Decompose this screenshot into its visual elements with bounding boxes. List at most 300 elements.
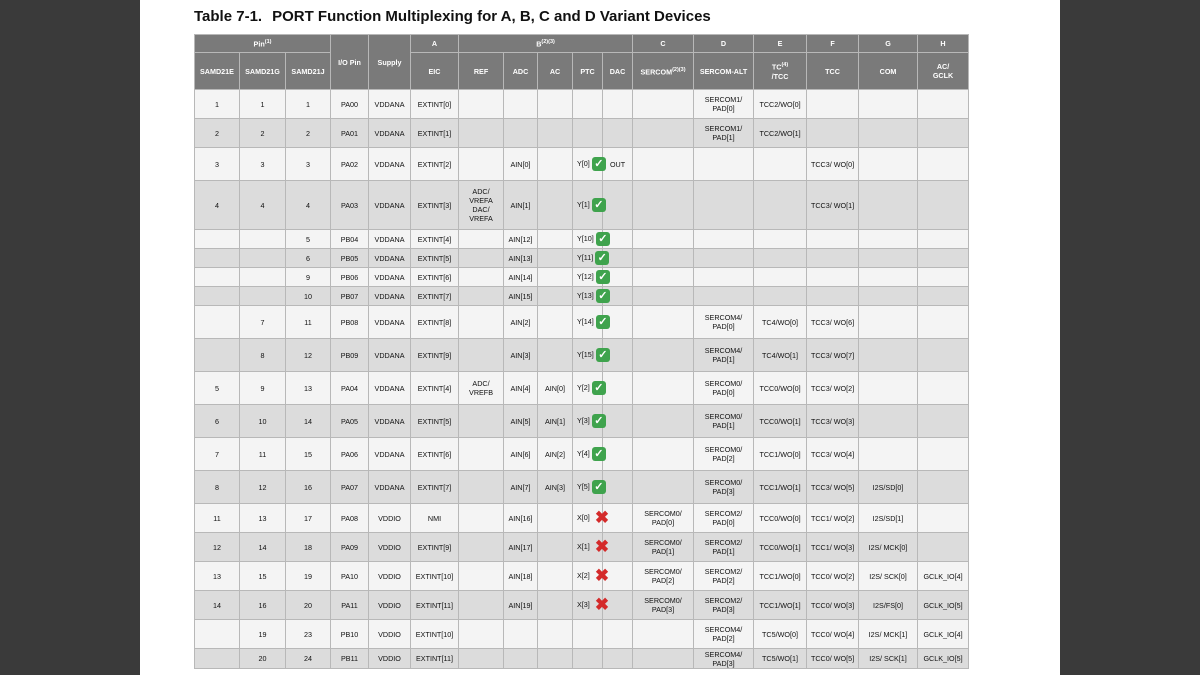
tc-cell — [754, 181, 807, 230]
samd21j-cell: 23 — [286, 620, 331, 649]
samd21j-cell: 14 — [286, 405, 331, 438]
supply-cell: VDDANA — [369, 148, 411, 181]
io-pin-cell: PA05 — [331, 405, 369, 438]
supply-cell: VDDANA — [369, 438, 411, 471]
gclk-cell — [918, 372, 969, 405]
com-cell: I2S/SD[0] — [859, 471, 918, 504]
header-io-pin: I/O Pin — [331, 35, 369, 90]
sercom-cell — [633, 620, 694, 649]
table-row — [195, 230, 969, 249]
header-sercom-alt: SERCOM-ALT — [694, 53, 754, 90]
samd21j-cell: 18 — [286, 533, 331, 562]
check-mark-icon: ✓ — [595, 251, 609, 265]
io-pin-cell: PA10 — [331, 562, 369, 591]
tcc-cell: TCC1/ WO[3] — [807, 533, 859, 562]
samd21e-cell: 4 — [195, 181, 240, 230]
tc-cell: TCC0/WO[0] — [754, 372, 807, 405]
ptc-value: Y[4] — [577, 448, 590, 458]
table-body — [195, 90, 969, 669]
samd21j-cell: 19 — [286, 562, 331, 591]
supply-cell: VDDIO — [369, 649, 411, 669]
samd21j-cell: 6 — [286, 249, 331, 268]
table-header — [195, 35, 969, 90]
io-pin-cell: PB09 — [331, 339, 369, 372]
dac-cell — [603, 620, 633, 649]
supply-cell: VDDANA — [369, 230, 411, 249]
table-row — [195, 181, 969, 230]
samd21g-cell: 20 — [240, 649, 286, 669]
ref-cell — [459, 504, 504, 533]
ptc-cell — [573, 249, 607, 268]
io-pin-cell: PA08 — [331, 504, 369, 533]
samd21g-cell: 15 — [240, 562, 286, 591]
supply-cell: VDDIO — [369, 591, 411, 620]
eic-cell: EXTINT[7] — [411, 287, 459, 306]
samd21g-cell: 1 — [240, 90, 286, 119]
ptc-cell — [573, 649, 603, 669]
ac-cell — [538, 649, 573, 669]
sercom-cell: SERCOM0/ PAD[2] — [633, 562, 694, 591]
gclk-cell: GCLK_IO[4] — [918, 562, 969, 591]
adc-cell: AIN[14] — [504, 268, 538, 287]
sercom-alt-cell: SERCOM0/ PAD[3] — [694, 471, 754, 504]
sercom-cell — [633, 249, 694, 268]
gclk-cell — [918, 339, 969, 372]
gclk-cell — [918, 533, 969, 562]
tc-cell: TC5/WO[0] — [754, 620, 807, 649]
ptc-cell — [573, 339, 608, 372]
gclk-cell — [918, 405, 969, 438]
header-b: $B^{(2)(3)}$ — [459, 35, 633, 53]
samd21e-cell — [195, 249, 240, 268]
table-row — [195, 372, 969, 405]
tc-cell: TCC2/WO[0] — [754, 90, 807, 119]
adc-cell: AIN[0] — [504, 148, 538, 181]
adc-cell: AIN[6] — [504, 438, 538, 471]
ac-cell — [538, 249, 573, 268]
tcc-cell — [807, 90, 859, 119]
ptc-value: X[1] — [577, 541, 590, 551]
ac-cell: AIN[2] — [538, 438, 573, 471]
dac-cell — [603, 649, 633, 669]
ptc-value: X[3] — [577, 599, 590, 609]
table-row — [195, 649, 969, 669]
com-cell — [859, 405, 918, 438]
supply-cell: VDDANA — [369, 90, 411, 119]
tcc-cell: TCC0/ WO[5] — [807, 649, 859, 669]
header-pin: Pin$^{(1)}$ — [195, 35, 331, 53]
sercom-alt-cell: SERCOM4/ PAD[0] — [694, 306, 754, 339]
ac-cell — [538, 90, 573, 119]
tc-cell — [754, 249, 807, 268]
adc-cell: AIN[12] — [504, 230, 538, 249]
ref-cell — [459, 339, 504, 372]
eic-cell: EXTINT[4] — [411, 230, 459, 249]
supply-cell: VDDIO — [369, 504, 411, 533]
check-mark-icon: ✓ — [596, 289, 610, 303]
ref-cell — [459, 90, 504, 119]
adc-cell: AIN[2] — [504, 306, 538, 339]
com-cell — [859, 306, 918, 339]
tc-cell — [754, 268, 807, 287]
adc-cell: AIN[4] — [504, 372, 538, 405]
ptc-cell — [573, 372, 603, 405]
header-a: A — [411, 35, 459, 53]
samd21e-cell: 5 — [195, 372, 240, 405]
adc-cell — [504, 90, 538, 119]
ptc-value: X[0] — [577, 512, 590, 522]
header-com: COM — [859, 53, 918, 90]
samd21e-cell: 7 — [195, 438, 240, 471]
com-cell: I2S/ SCK[1] — [859, 649, 918, 669]
com-cell: I2S/FS[0] — [859, 591, 918, 620]
ptc-value: Y[2] — [577, 382, 590, 392]
dac-cell — [603, 372, 633, 405]
table-row — [195, 471, 969, 504]
sercom-cell: SERCOM0/ PAD[1] — [633, 533, 694, 562]
eic-cell: EXTINT[1] — [411, 119, 459, 148]
com-cell — [859, 268, 918, 287]
io-pin-cell: PB10 — [331, 620, 369, 649]
check-mark-icon: ✓ — [592, 447, 606, 461]
ac-cell — [538, 562, 573, 591]
samd21j-cell: 3 — [286, 148, 331, 181]
ptc-cell — [573, 268, 608, 287]
ptc-value: Y[0] — [577, 158, 590, 168]
com-cell — [859, 90, 918, 119]
ac-cell: AIN[3] — [538, 471, 573, 504]
ptc-cell — [573, 591, 610, 620]
supply-cell: VDDANA — [369, 339, 411, 372]
ptc-value: Y[12] — [577, 271, 594, 281]
io-pin-cell: PB07 — [331, 287, 369, 306]
cross-mark-icon: ✖ — [594, 595, 610, 614]
ptc-cell — [573, 306, 608, 339]
samd21e-cell: 2 — [195, 119, 240, 148]
samd21e-cell — [195, 268, 240, 287]
tcc-cell: TCC3/ WO[6] — [807, 306, 859, 339]
samd21j-cell: 13 — [286, 372, 331, 405]
ptc-value: Y[1] — [577, 199, 590, 209]
sercom-cell — [633, 230, 694, 249]
check-mark-icon: ✓ — [592, 480, 606, 494]
tcc-cell — [807, 119, 859, 148]
samd21j-cell: 9 — [286, 268, 331, 287]
io-pin-cell: PA09 — [331, 533, 369, 562]
tcc-cell: TCC0/ WO[2] — [807, 562, 859, 591]
supply-cell: VDDANA — [369, 249, 411, 268]
eic-cell: NMI — [411, 504, 459, 533]
adc-cell: AIN[19] — [504, 591, 538, 620]
io-pin-cell: PB11 — [331, 649, 369, 669]
ptc-value: Y[14] — [577, 316, 594, 326]
ptc-cell — [573, 562, 610, 591]
table-row — [195, 533, 969, 562]
ptc-value: Y[13] — [577, 290, 594, 300]
ptc-cell — [573, 504, 610, 533]
header-ac: AC — [538, 53, 573, 90]
ac-cell: AIN[0] — [538, 372, 573, 405]
ac-cell — [538, 148, 573, 181]
sercom-alt-cell: SERCOM4/ PAD[1] — [694, 339, 754, 372]
table-row — [195, 287, 969, 306]
com-cell — [859, 287, 918, 306]
header-samd21j: SAMD21J — [286, 53, 331, 90]
samd21j-cell: 1 — [286, 90, 331, 119]
samd21j-cell: 11 — [286, 306, 331, 339]
adc-cell: AIN[13] — [504, 249, 538, 268]
com-cell: I2S/ MCK[0] — [859, 533, 918, 562]
header-samd21e: SAMD21E — [195, 53, 240, 90]
eic-cell: EXTINT[5] — [411, 249, 459, 268]
sercom-cell — [633, 181, 694, 230]
ref-cell — [459, 533, 504, 562]
tcc-cell — [807, 249, 859, 268]
samd21j-cell: 15 — [286, 438, 331, 471]
samd21g-cell — [240, 268, 286, 287]
tcc-cell: TCC3/ WO[4] — [807, 438, 859, 471]
gclk-cell: GCLK_IO[4] — [918, 620, 969, 649]
header-eic: EIC — [411, 53, 459, 90]
ref-cell — [459, 591, 504, 620]
sercom-alt-cell: SERCOM1/ PAD[1] — [694, 119, 754, 148]
ac-cell — [538, 230, 573, 249]
header-e: E — [754, 35, 807, 53]
com-cell: I2S/ SCK[0] — [859, 562, 918, 591]
sercom-cell — [633, 372, 694, 405]
gclk-cell: GCLK_IO[5] — [918, 649, 969, 669]
ptc-value: X[2] — [577, 570, 590, 580]
document-page — [140, 0, 1060, 675]
check-mark-icon: ✓ — [596, 232, 610, 246]
samd21g-cell: 11 — [240, 438, 286, 471]
ac-cell — [538, 504, 573, 533]
eic-cell: EXTINT[8] — [411, 306, 459, 339]
ptc-cell — [573, 90, 603, 119]
gclk-cell: GCLK_IO[5] — [918, 591, 969, 620]
sercom-alt-cell — [694, 249, 754, 268]
samd21e-cell: 1 — [195, 90, 240, 119]
ptc-cell — [573, 148, 603, 181]
samd21g-cell: 3 — [240, 148, 286, 181]
dac-cell: OUT — [603, 148, 633, 181]
samd21e-cell: 12 — [195, 533, 240, 562]
supply-cell: VDDIO — [369, 562, 411, 591]
tcc-cell — [807, 287, 859, 306]
header-sercom: $SERCOM^{(2)(3)}$ — [633, 53, 694, 90]
tc-cell: TCC0/WO[1] — [754, 405, 807, 438]
gclk-cell — [918, 230, 969, 249]
ac-cell — [538, 268, 573, 287]
header-supply: Supply — [369, 35, 411, 90]
sercom-cell — [633, 405, 694, 438]
com-cell — [859, 230, 918, 249]
tcc-cell: TCC0/ WO[3] — [807, 591, 859, 620]
samd21g-cell: 2 — [240, 119, 286, 148]
ptc-cell — [573, 533, 610, 562]
samd21e-cell: 14 — [195, 591, 240, 620]
ac-cell — [538, 306, 573, 339]
ref-cell — [459, 649, 504, 669]
com-cell: I2S/ MCK[1] — [859, 620, 918, 649]
sercom-cell — [633, 471, 694, 504]
gclk-cell — [918, 306, 969, 339]
samd21e-cell — [195, 230, 240, 249]
tc-cell — [754, 287, 807, 306]
adc-cell: AIN[17] — [504, 533, 538, 562]
header-ac-gclk: AC/ GCLK — [918, 53, 969, 90]
supply-cell: VDDIO — [369, 620, 411, 649]
header-ptc: PTC — [573, 53, 603, 90]
adc-cell: AIN[3] — [504, 339, 538, 372]
io-pin-cell: PA04 — [331, 372, 369, 405]
sercom-alt-cell: SERCOM1/ PAD[0] — [694, 90, 754, 119]
table-row — [195, 306, 969, 339]
tc-cell: TCC0/WO[0] — [754, 504, 807, 533]
ptc-value: Y[15] — [577, 349, 594, 359]
ref-cell — [459, 249, 504, 268]
eic-cell: EXTINT[11] — [411, 591, 459, 620]
ptc-cell — [573, 287, 608, 306]
samd21g-cell: 4 — [240, 181, 286, 230]
samd21j-cell: 16 — [286, 471, 331, 504]
io-pin-cell: PB08 — [331, 306, 369, 339]
header-adc: ADC — [504, 53, 538, 90]
tc-cell: TCC0/WO[1] — [754, 533, 807, 562]
sercom-alt-cell — [694, 230, 754, 249]
adc-cell — [504, 620, 538, 649]
check-mark-icon: ✓ — [592, 157, 606, 171]
eic-cell: EXTINT[7] — [411, 471, 459, 504]
sercom-alt-cell: SERCOM2/ PAD[3] — [694, 591, 754, 620]
ref-cell — [459, 471, 504, 504]
ref-cell: ADC/ VREFA DAC/ VREFA — [459, 181, 504, 230]
io-pin-cell: PB05 — [331, 249, 369, 268]
samd21j-cell: 2 — [286, 119, 331, 148]
io-pin-cell: PB06 — [331, 268, 369, 287]
sercom-alt-cell: SERCOM0/ PAD[0] — [694, 372, 754, 405]
io-pin-cell: PA06 — [331, 438, 369, 471]
tcc-cell — [807, 230, 859, 249]
samd21e-cell: 8 — [195, 471, 240, 504]
dac-cell — [603, 90, 633, 119]
samd21g-cell: 8 — [240, 339, 286, 372]
table-row — [195, 90, 969, 119]
adc-cell: AIN[16] — [504, 504, 538, 533]
ptc-value: Y[3] — [577, 415, 590, 425]
supply-cell: VDDANA — [369, 471, 411, 504]
samd21e-cell: 11 — [195, 504, 240, 533]
samd21g-cell: 12 — [240, 471, 286, 504]
sercom-alt-cell — [694, 181, 754, 230]
supply-cell: VDDANA — [369, 372, 411, 405]
samd21j-cell: 12 — [286, 339, 331, 372]
io-pin-cell: PA03 — [331, 181, 369, 230]
supply-cell: VDDANA — [369, 287, 411, 306]
table-title — [194, 8, 711, 25]
tcc-cell: TCC3/ WO[5] — [807, 471, 859, 504]
com-cell — [859, 181, 918, 230]
table-number: Table 7-1. — [194, 8, 263, 25]
sercom-cell: SERCOM0/ PAD[3] — [633, 591, 694, 620]
supply-cell: VDDANA — [369, 405, 411, 438]
com-cell — [859, 339, 918, 372]
tc-cell: TCC1/WO[1] — [754, 471, 807, 504]
dac-cell — [603, 405, 633, 438]
cross-mark-icon: ✖ — [594, 508, 610, 527]
sercom-cell — [633, 148, 694, 181]
io-pin-cell: PA01 — [331, 119, 369, 148]
sercom-alt-cell: SERCOM2/ PAD[1] — [694, 533, 754, 562]
table-row — [195, 620, 969, 649]
eic-cell: EXTINT[4] — [411, 372, 459, 405]
port-function-table — [194, 34, 969, 669]
eic-cell: EXTINT[10] — [411, 620, 459, 649]
header-tcc: TCC — [807, 53, 859, 90]
adc-cell: AIN[1] — [504, 181, 538, 230]
ac-cell — [538, 287, 573, 306]
ref-cell — [459, 405, 504, 438]
tc-cell: TCC1/WO[0] — [754, 438, 807, 471]
samd21e-cell — [195, 649, 240, 669]
ac-cell — [538, 533, 573, 562]
table-row — [195, 268, 969, 287]
ref-cell — [459, 620, 504, 649]
tc-cell — [754, 230, 807, 249]
sercom-cell — [633, 339, 694, 372]
gclk-cell — [918, 471, 969, 504]
samd21e-cell — [195, 306, 240, 339]
check-mark-icon: ✓ — [596, 315, 610, 329]
samd21j-cell: 24 — [286, 649, 331, 669]
check-mark-icon: ✓ — [596, 348, 610, 362]
ptc-cell — [573, 181, 603, 230]
ref-cell — [459, 119, 504, 148]
ac-cell: AIN[1] — [538, 405, 573, 438]
samd21j-cell: 4 — [286, 181, 331, 230]
samd21j-cell: 5 — [286, 230, 331, 249]
ptc-value: Y[11] — [577, 252, 594, 262]
ac-cell — [538, 339, 573, 372]
samd21g-cell — [240, 249, 286, 268]
adc-cell: AIN[18] — [504, 562, 538, 591]
adc-cell: AIN[5] — [504, 405, 538, 438]
table-row — [195, 339, 969, 372]
eic-cell: EXTINT[6] — [411, 438, 459, 471]
tcc-cell: TCC3/ WO[2] — [807, 372, 859, 405]
eic-cell: EXTINT[9] — [411, 339, 459, 372]
check-mark-icon: ✓ — [592, 414, 606, 428]
ac-cell — [538, 620, 573, 649]
com-cell — [859, 372, 918, 405]
gclk-cell — [918, 90, 969, 119]
samd21j-cell: 17 — [286, 504, 331, 533]
sercom-alt-cell — [694, 148, 754, 181]
tc-cell — [754, 148, 807, 181]
sercom-cell — [633, 649, 694, 669]
check-mark-icon: ✓ — [596, 270, 610, 284]
tcc-cell: TCC0/ WO[4] — [807, 620, 859, 649]
io-pin-cell: PA00 — [331, 90, 369, 119]
ref-cell — [459, 148, 504, 181]
ac-cell — [538, 591, 573, 620]
gclk-cell — [918, 119, 969, 148]
sercom-cell — [633, 287, 694, 306]
gclk-cell — [918, 268, 969, 287]
tcc-cell: TCC1/ WO[2] — [807, 504, 859, 533]
sercom-cell — [633, 119, 694, 148]
ptc-cell — [573, 230, 608, 249]
